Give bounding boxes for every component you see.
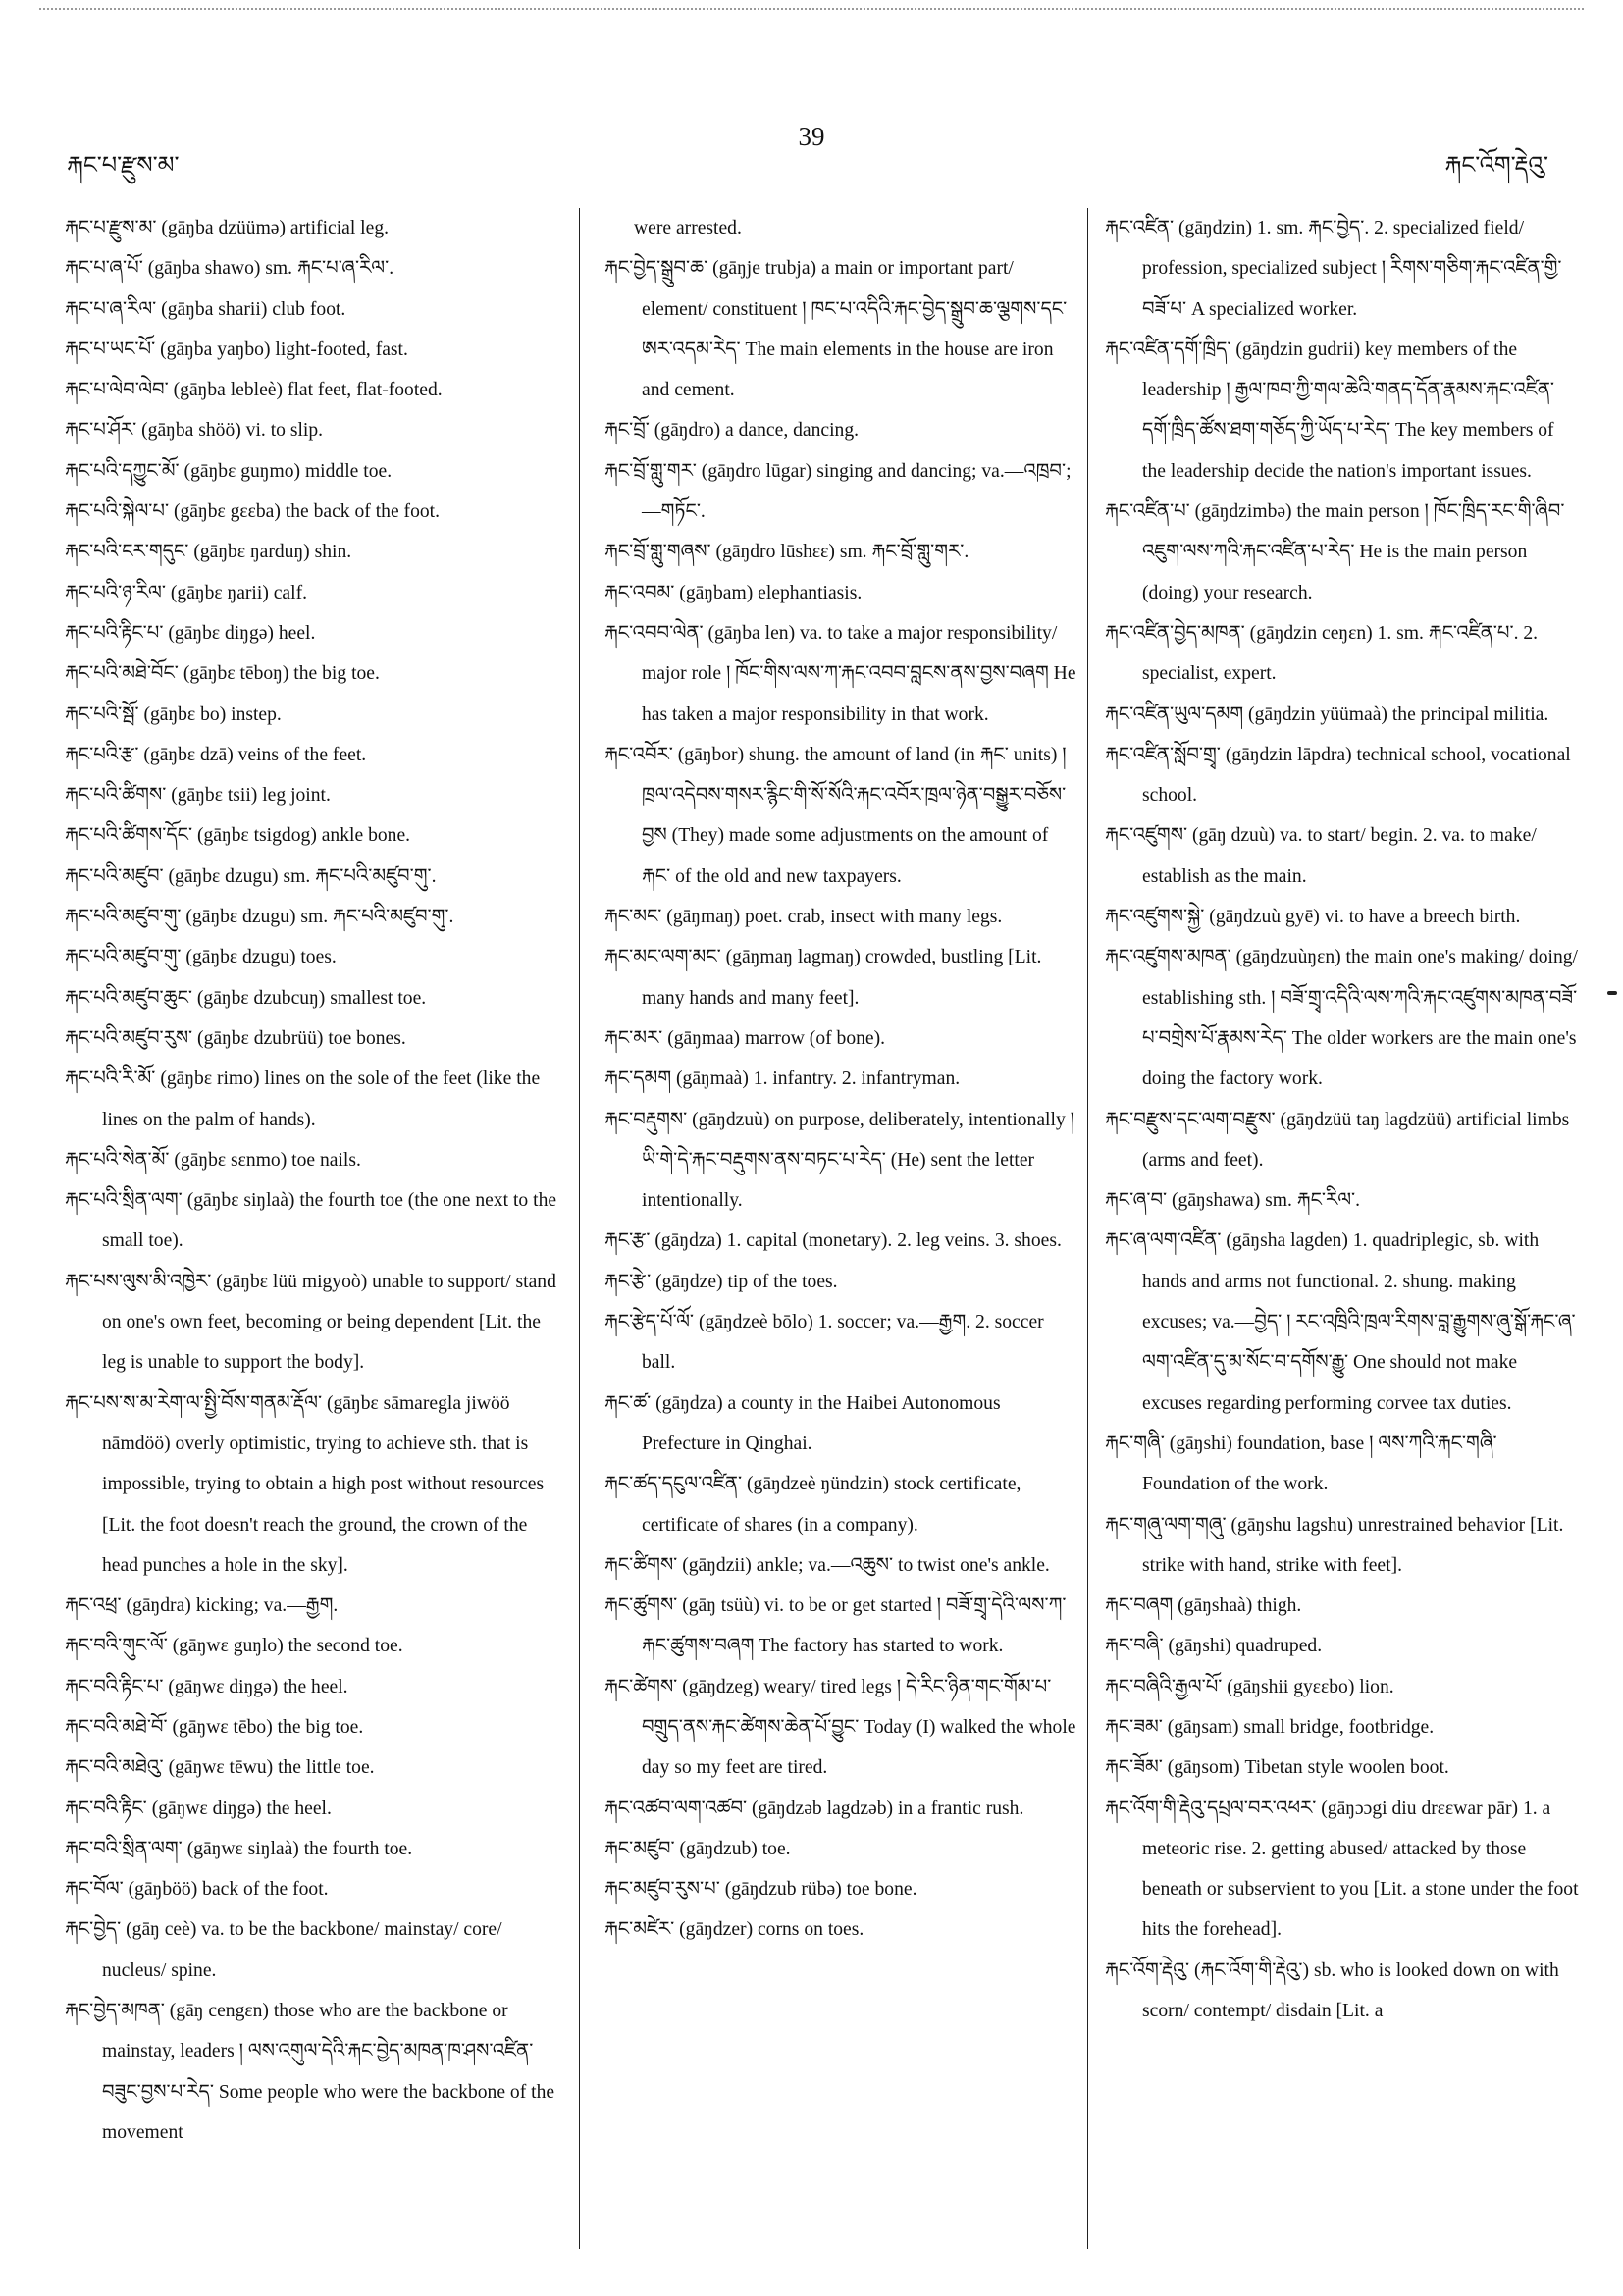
dictionary-entry: རྐང་འཛུགས་མཁན་ (gāŋdzuùŋɛn) the main one's making/ doing/ establishing sth. ། བཟོ་གྲྭ་འདིའི་ལས་ཀའི་རྐང་འཛུགས་མཁན་བཟོ་པ་བགྲེས་པོ་རྣམས་རེད་ The older workers are the main one's doing the factory work.	[1105, 947, 1578, 1090]
dictionary-entry: རྐང་པ་ཞ་པོ་ (gāŋba shawo) sm. རྐང་པ་ཞ་རིལ་.	[65, 258, 394, 280]
dictionary-entry: རྐང་པས་ས་མ་རེག་ལ་སྤྱི་བོས་གནམ་རྡོལ་ (gāŋbɛ sāmaregla jiwöö nāmdöö) overly optimistic, trying to achieve sth. that is impossible, trying to obtain a high post without resources [Lit. the foot doesn't reach the ground, the crown of the head punches a hole in the sky].	[65, 1392, 545, 1576]
dictionary-entry: རྐང་པའི་རྟིང་པ་ (gāŋbɛ diŋgə) heel.	[65, 622, 316, 644]
dictionary-entry: རྐང་བྲོ་ (gāŋdro) a dance, dancing.	[604, 420, 860, 442]
dictionary-entry: རྐང་པའི་མཛུབ་ (gāŋbɛ dzugu) sm. རྐང་པའི་མཛུབ་གུ་.	[65, 865, 437, 887]
dictionary-entry: རྐང་པའི་སྦོ་ (gāŋbɛ bo) instep.	[65, 704, 282, 725]
dictionary-entry: རྐང་བཞག (gāŋshaà) thigh.	[1105, 1595, 1302, 1617]
dictionary-entry: རྐང་འོག་རྡེའུ་ (རྐང་འོག་གི་རྡེའུ་) sb. who is looked down on with scorn/ contempt/ disdain [Lit. a	[1105, 1959, 1559, 2022]
dictionary-entry: རྐང་འཛིན་དགོ་ཁྲིད་ (gāŋdzin gudrii) key members of the leadership ། རྒྱལ་ཁབ་ཀྱི་གལ་ཆེའི་གནད་དོན་རྣམས་རྐང་འཛིན་དགོ་ཁྲིད་ཚོས་ཐག་གཅོད་ཀྱི་ཡོད་པ་རེད་ The key members of the leadership decide the nation's important issues.	[1105, 339, 1555, 482]
dictionary-entry: རྐང་ཟམ་ (gāŋsam) small bridge, footbridge.	[1105, 1716, 1435, 1738]
dictionary-entry: རྐང་པའི་རི་མོ་ (gāŋbɛ rimo) lines on the sole of the feet (like the lines on the palm of hands).	[65, 1069, 541, 1130]
dictionary-entry: རྐང་འཛུགས་ (gāŋ dzuù) va. to start/ begin. 2. va. to make/ establish as the main.	[1105, 825, 1537, 887]
dictionary-entry: རྐང་པའི་རྩ་ (gāŋbɛ dzā) veins of the feet.	[65, 744, 367, 765]
dictionary-entry: རྐང་འཛིན་ (gāŋdzin) 1. sm. རྐང་བྱེད་. 2. specialized field/ profession, specialized subject ། རིགས་གཅིག་རྐང་འཛིན་གྱི་བཟོ་པ་ A specialized worker.	[1105, 218, 1562, 320]
dictionary-entry: རྐང་པ་ཡང་པོ་ (gāŋba yaŋbo) light-footed, fast.	[65, 339, 408, 360]
dictionary-entry: རྐང་རྩ་ (gāŋdza) 1. capital (monetary). 2. leg veins. 3. shoes.	[604, 1230, 1062, 1252]
dictionary-entry: རྐང་པ་ལེབ་ལེབ་ (gāŋba lebleè) flat feet, flat-footed.	[65, 380, 443, 401]
dictionary-entry: རྐང་ཚད་དངུལ་འཛིན་ (gāŋdzeè ŋündzin) stock certificate, certificate of shares (in a company).	[604, 1474, 1021, 1536]
dictionary-columns	[59, 208, 1580, 2249]
dictionary-entry: རྐང་པའི་མཛུབ་ཆུང་ (gāŋbɛ dzubcuŋ) smallest toe.	[65, 987, 427, 1009]
dictionary-entry: རྐང་པས་ལུས་མི་འཁྱེར་ (gāŋbɛ lüü migyoò) unable to support/ stand on one's own feet, becoming or being dependent [Lit. the leg is unable to support the body].	[65, 1271, 556, 1374]
page-number: 39	[798, 122, 825, 151]
column-divider	[1087, 208, 1088, 2249]
dictionary-entry: རྐང་བརྡུགས་ (gāŋdzuù) on purpose, deliberately, intentionally ། ཡི་གེ་དེ་རྐང་བརྡུགས་ནས་བཏང་པ་རེད་ (He) sent the letter intentionally.	[604, 1109, 1074, 1212]
dictionary-entry: རྐང་པ་རྫུས་མ་ (gāŋba dzüümə) artificial leg.	[65, 218, 390, 238]
dictionary-entry: རྐང་པའི་མཐེ་བོང་ (gāŋbɛ tēboŋ) the big toe.	[65, 663, 380, 685]
dictionary-entry: རྐང་མཛེར་ (gāŋdzer) corns on toes.	[604, 1919, 864, 1941]
dictionary-entry: རྐང་པའི་སྲིན་ལག་ (gāŋbɛ siŋlaà) the fourth toe (the one next to the small toe).	[65, 1190, 557, 1252]
dictionary-entry: རྐང་འཛིན་པ་ (gāŋdzimbə) the main person ། ཁོང་ཁྲིད་རང་གི་ཞིབ་འཇུག་ལས་ཀའི་རྐང་འཛིན་པ་རེད་ He is the main person (doing) your research.	[1105, 501, 1565, 603]
dictionary-entry: རྐང་ཟོམ་ (gāŋsom) Tibetan style woolen boot.	[1105, 1757, 1449, 1779]
dictionary-entry: རྐང་འོག་གི་རྡེའུ་དཔྲལ་བར་འཕར་ (gāŋɔɔgi diu drɛɛwar pār) 1. a meteoric rise. 2. getting abused/ attacked by those beneath or subservient to you [Lit. a stone under the foot hits the forehead].	[1105, 1798, 1579, 1941]
dictionary-entry: རྐང་བའི་གུང་ལོ་ (gāŋwɛ guŋlo) the second toe.	[65, 1636, 403, 1657]
dictionary-entry: རྐང་འབམ་ (gāŋbam) elephantiasis.	[604, 582, 863, 603]
dictionary-entry: རྐང་པའི་ཉ་རིལ་ (gāŋbɛ ŋarii) calf.	[65, 582, 308, 603]
dictionary-entry: རྐང་གཞི་ (gāŋshi) foundation, base ། ལས་ཀའི་རྐང་གཞི་ Foundation of the work.	[1105, 1433, 1497, 1495]
dictionary-entry: རྐང་དམག (gāŋmaà) 1. infantry. 2. infantryman.	[604, 1069, 961, 1090]
dictionary-entry: རྐང་ཞ་ལག་འཛིན་ (gāŋsha lagden) 1. quadriplegic, sb. with hands and arms not functional. 2. shung. making excuses; va.—བྱེད་ ། རང་འཁྲིའི་ཁྲལ་རིགས་བླ་རྒྱུགས་ཞུ་སྒོ་རྐང་ཞ་ལག་འཛིན་དུ་མ་སོང་བ་དགོས་རྒྱུ་ One should not make excuses regarding performing corvee tax duties.	[1105, 1230, 1576, 1414]
dictionary-entry: རྐང་པའི་མཛུབ་གུ་ (gāŋbɛ dzugu) toes.	[65, 947, 337, 968]
top-dotted-rule	[39, 8, 1584, 10]
dictionary-entry: རྐང་ཚེགས་ (gāŋdzeg) weary/ tired legs ། དེ་རིང་ཉིན་གང་གོམ་པ་བགྲུད་ནས་རྐང་ཚེགས་ཆེན་པོ་བྱུང་ Today (I) walked the whole day so my feet are tired.	[604, 1676, 1076, 1779]
dictionary-entry: རྐང་པའི་མཛུབ་གུ་ (gāŋbɛ dzugu) sm. རྐང་པའི་མཛུབ་གུ་.	[65, 907, 454, 928]
dictionary-entry: རྐང་ཚུགས་ (gāŋ tsüù) vi. to be or get started ། བཟོ་གྲྭ་དེའི་ལས་ཀ་རྐང་ཚུགས་བཞག The factory has started to work.	[604, 1595, 1067, 1657]
dictionary-entry: རྐང་བཞི་ (gāŋshi) quadruped.	[1105, 1636, 1323, 1657]
dictionary-entry: རྐང་འཛིན་སློབ་གྲྭ་ (gāŋdzin lāpdra) technical school, vocational school.	[1105, 744, 1571, 807]
dictionary-entry: རྐང་པ་ཞ་རིལ་ (gāŋba sharii) club foot.	[65, 298, 346, 320]
dictionary-entry: རྐང་པའི་ཚིགས་ (gāŋbɛ tsii) leg joint.	[65, 785, 331, 807]
dictionary-entry: རྐང་བྱེད་ (gāŋ ceè) va. to be the backbone/ mainstay/ core/ nucleus/ spine.	[65, 1919, 502, 1981]
dictionary-entry: རྐང་བའི་རྟིང་པ་ (gāŋwɛ diŋgə) the heel.	[65, 1676, 348, 1697]
dictionary-entry: རྐང་འཕྲ་ (gāŋdra) kicking; va.—རྒྱག.	[65, 1595, 339, 1617]
dictionary-entry: རྐང་རྩེ་ (gāŋdze) tip of the toes.	[604, 1271, 838, 1292]
dictionary-entry: རྐང་བའི་མཐེའུ་ (gāŋwɛ tēwu) the little toe.	[65, 1757, 375, 1779]
margin-mark	[1607, 991, 1617, 995]
dictionary-entry: རྐང་མང་ (gāŋmaŋ) poet. crab, insect with many legs.	[604, 907, 1003, 928]
dictionary-entry: རྐང་བའི་སྲིན་ལག་ (gāŋwɛ siŋlaà) the fourth toe.	[65, 1838, 413, 1859]
dictionary-entry: རྐང་མཛུབ་ (gāŋdzub) toe.	[604, 1838, 791, 1859]
column-1	[65, 208, 561, 2249]
dictionary-entry: རྐང་པའི་སྐེལ་པ་ (gāŋbɛ gɛɛba) the back of the foot.	[65, 501, 441, 523]
dictionary-entry: རྐང་བྱེད་སྒྲུབ་ཆ་ (gāŋje trubja) a main or important part/ element/ constituent ། ཁང་པ་འདིའི་རྐང་བྱེད་སྒྲུབ་ཆ་ལྕགས་དང་ཨར་འདམ་རེད་ The main elements in the house are iron and cement.	[604, 258, 1068, 401]
dictionary-entry: རྐང་པའི་མཛུབ་རུས་ (gāŋbɛ dzubrüü) toe bones.	[65, 1027, 406, 1049]
dictionary-entry: རྐང་མང་ལག་མང་ (gāŋmaŋ lagmaŋ) crowded, bustling [Lit. many hands and many feet].	[604, 947, 1042, 1009]
running-head-right: རྐང་འོག་རྡེའུ་	[1444, 151, 1548, 179]
dictionary-entry: རྐང་འཛིན་ཡུལ་དམག (gāŋdzin yüümaà) the principal militia.	[1105, 704, 1549, 725]
dictionary-entry: རྐང་བྲོ་གླུ་གཞས་ (gāŋdro lūshɛɛ) sm. རྐང་བྲོ་གླུ་གར་.	[604, 542, 969, 563]
dictionary-entry: རྐང་པའི་ཚིགས་དོང་ (gāŋbɛ tsigdog) ankle bone.	[65, 825, 411, 847]
column-2	[604, 208, 1081, 2249]
entry-continuation: were arrested.	[634, 218, 742, 238]
dictionary-entry: རྐང་པ་ཤོར་ (gāŋba shöö) vi. to slip.	[65, 420, 324, 442]
dictionary-entry: རྐང་རྩེད་པོ་ལོ་ (gāŋdzeè bōlo) 1. soccer; va.—རྒྱག. 2. soccer ball.	[604, 1312, 1044, 1374]
dictionary-entry: རྐང་པའི་དཀྱུང་མོ་ (gāŋbɛ guŋmo) middle toe.	[65, 460, 393, 482]
page-header	[0, 118, 1623, 177]
dictionary-entry: རྐང་པའི་སེན་མོ་ (gāŋbɛ sɛnmo) toe nails.	[65, 1149, 361, 1171]
dictionary-entry: རྐང་ཞ་བ་ (gāŋshawa) sm. རྐང་རིལ་.	[1105, 1190, 1361, 1212]
dictionary-entry: རྐང་མར་ (gāŋmaa) marrow (of bone).	[604, 1027, 886, 1049]
dictionary-entry: རྐང་མཛུབ་རུས་པ་ (gāŋdzub rübə) toe bone.	[604, 1879, 917, 1901]
dictionary-entry: རྐང་བཞིའི་རྒྱལ་པོ་ (gāŋshii gyɛɛbo) lion.	[1105, 1676, 1394, 1697]
dictionary-entry: རྐང་པའི་ངར་གདུང་ (gāŋbɛ ŋarduŋ) shin.	[65, 542, 352, 563]
dictionary-entry: རྐང་འཛུགས་སྐྱེ་ (gāŋdzuù gyē) vi. to have a breech birth.	[1105, 907, 1521, 928]
dictionary-entry: རྐང་གཞུ་ལག་གཞུ་ (gāŋshu lagshu) unrestrained behavior [Lit. strike with hand, strike with feet].	[1105, 1514, 1564, 1576]
dictionary-entry: རྐང་བའི་མཐེ་བོ་ (gāŋwɛ tēbo) the big toe.	[65, 1716, 364, 1738]
dictionary-entry: རྐང་འཛིན་བྱེད་མཁན་ (gāŋdzin ceŋɛn) 1. sm. རྐང་འཛིན་པ་. 2. specialist, expert.	[1105, 622, 1539, 685]
dictionary-entry: རྐང་ཚ་ (gāŋdza) a county in the Haibei Autonomous Prefecture in Qinghai.	[604, 1392, 1001, 1454]
dictionary-entry: རྐང་འབོར་ (gāŋbor) shung. the amount of land (in རྐང་ units) ། ཁྲལ་འདེབས་གསར་རྙིང་གི་སོ་སོའི་རྐང་འབོར་ཁྲལ་ཉེན་བསྒྱུར་བཅོས་བྱས (They) made some adjustments on the amount of རྐང་ of the old and new taxpayers.	[604, 744, 1067, 887]
dictionary-entry: རྐང་བའི་རྟིང་ (gāŋwɛ diŋgə) the heel.	[65, 1798, 332, 1819]
column-3	[1105, 208, 1580, 2249]
dictionary-entry: རྐང་བརྫུས་དང་ལག་བརྫུས་ (gāŋdzüü taŋ lagdzüü) artificial limbs (arms and feet).	[1105, 1109, 1570, 1171]
dictionary-entry: རྐང་འབབ་ལེན་ (gāŋba len) va. to take a major responsibility/ major role ། ཁོང་གིས་ལས་ཀ་རྐང་འབབ་བླངས་ནས་བྱས་བཞག He has taken a major responsibility in that work.	[604, 622, 1076, 725]
dictionary-entry: རྐང་བྲོ་གླུ་གར་ (gāŋdro lūgar) singing and dancing; va.—འཁྲབ་; —གཏོང་.	[604, 460, 1072, 523]
column-divider	[579, 208, 580, 2249]
dictionary-entry: རྐང་བོལ་ (gāŋböö) back of the foot.	[65, 1879, 329, 1901]
dictionary-entry: རྐང་ཚིགས་ (gāŋdzii) ankle; va.—འཆུས་ to twist one's ankle.	[604, 1554, 1050, 1576]
dictionary-entry: རྐང་བྱེད་མཁན་ (gāŋ cengɛn) those who are the backbone or mainstay, leaders ། ལས་འགུལ་དེའི་རྐང་བྱེད་མཁན་ཁ་ཤས་འཛིན་བཟུང་བྱས་པ་རེད་ Some people who were the backbone of the movement	[65, 2001, 555, 2143]
running-head-left: རྐང་པ་རྫུས་མ་	[67, 151, 180, 179]
dictionary-entry: རྐང་འཚབ་ལག་འཚབ་ (gāŋdzəb lagdzəb) in a frantic rush.	[604, 1798, 1024, 1819]
